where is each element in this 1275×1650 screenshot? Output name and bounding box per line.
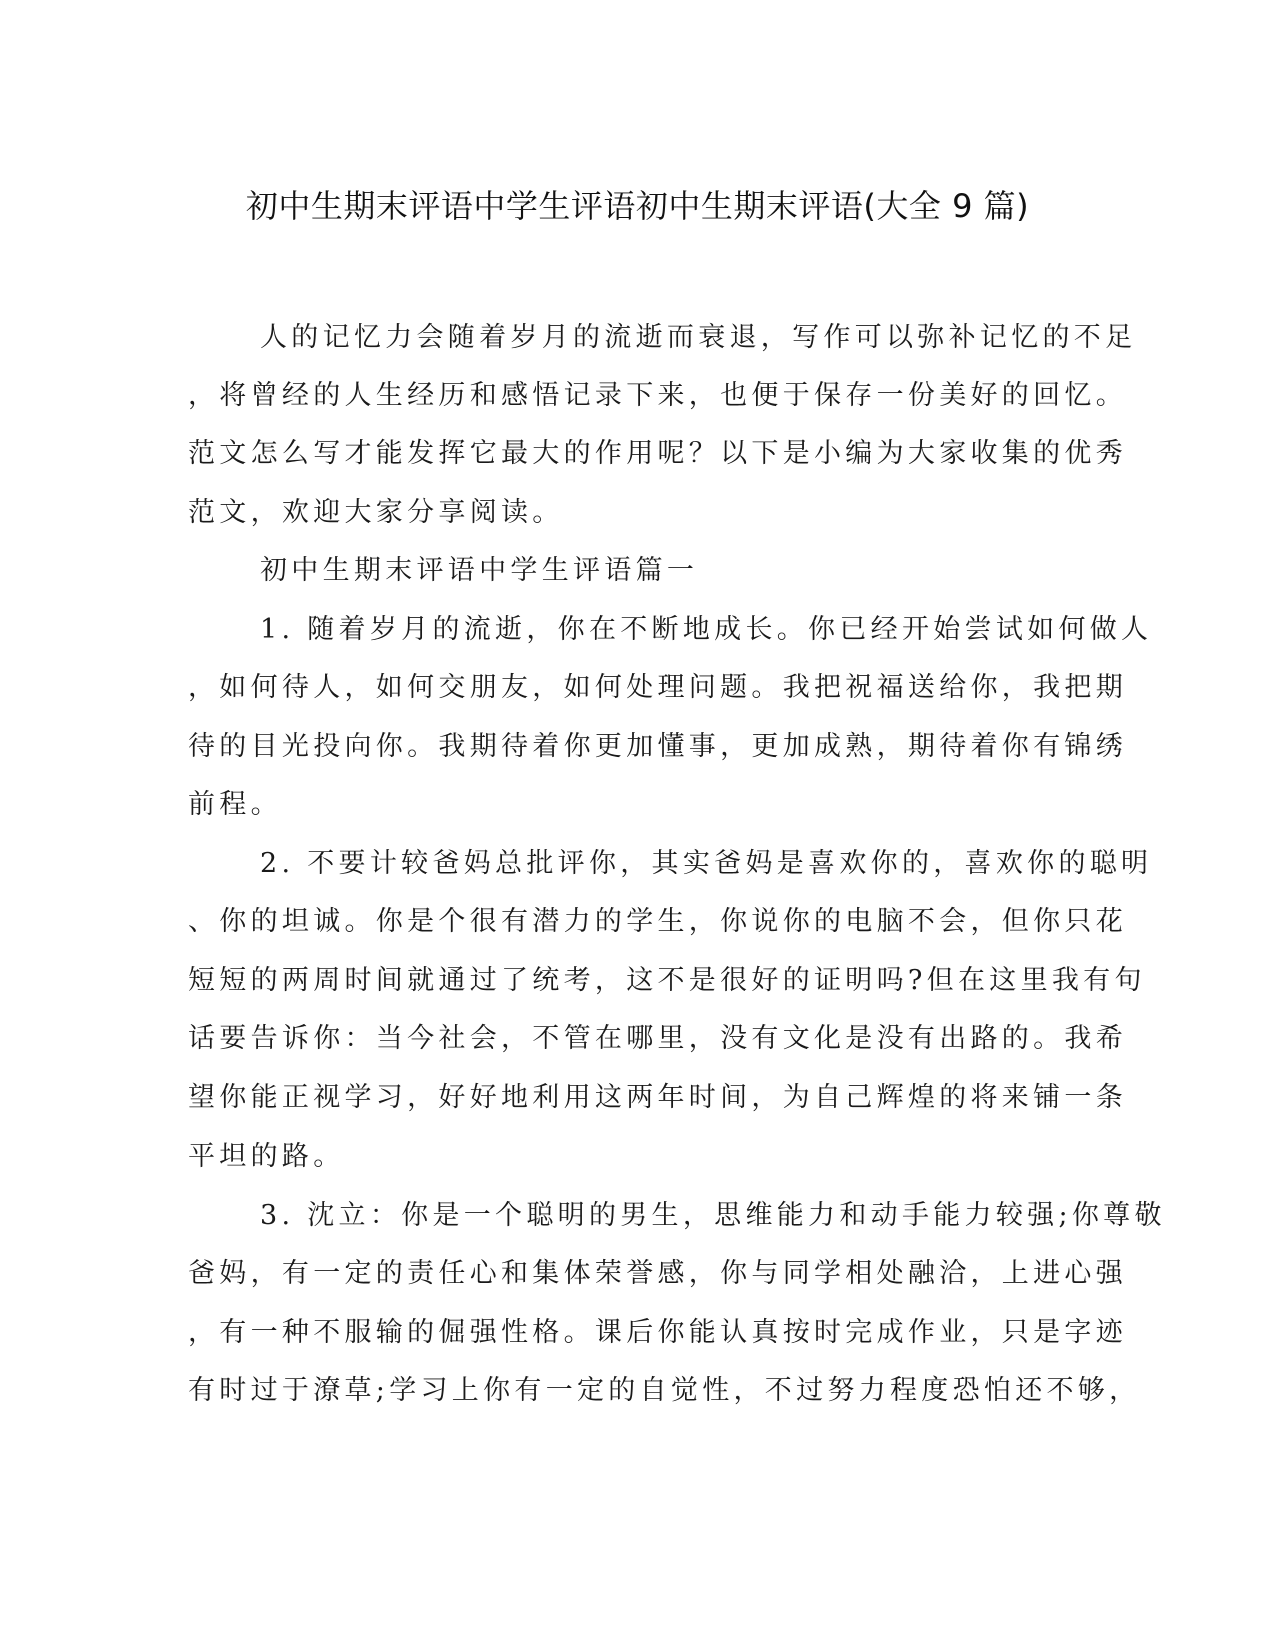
intro-paragraph-line-2: ，将曾经的人生经历和感悟记录下来，也便于保存一份美好的回忆。 — [188, 380, 1127, 411]
intro-paragraph-line-1: 人的记忆力会随着岁月的流逝而衰退，写作可以弥补记忆的不足 — [260, 322, 1137, 353]
comment-1-line-2: ，如何待人，如何交朋友，如何处理问题。我把祝福送给你，我把期 — [188, 672, 1127, 703]
comment-3-line-1: 3. 沈立：你是一个聪明的男生，思维能力和动手能力较强;你尊敬 — [260, 1200, 1166, 1231]
comment-1-line-1: 1. 随着岁月的流逝，你在不断地成长。你已经开始尝试如何做人 — [260, 614, 1153, 645]
comment-2-line-6: 平坦的路。 — [188, 1141, 345, 1172]
comment-3-line-4: 有时过于潦草;学习上你有一定的自觉性，不过努力程度恐怕还不够， — [188, 1375, 1141, 1406]
comment-1-line-3: 待的目光投向你。我期待着你更加懂事，更加成熟，期待着你有锦绣 — [188, 731, 1127, 762]
comment-2-line-5: 望你能正视学习，好好地利用这两年时间，为自己辉煌的将来铺一条 — [188, 1082, 1127, 1113]
intro-paragraph-line-3: 范文怎么写才能发挥它最大的作用呢？以下是小编为大家收集的优秀 — [188, 438, 1127, 469]
comment-3-line-3: ，有一种不服输的倔强性格。课后你能认真按时完成作业，只是字迹 — [188, 1317, 1127, 1348]
comment-1-line-4: 前程。 — [188, 789, 282, 820]
section-heading: 初中生期末评语中学生评语篇一 — [260, 555, 699, 586]
comment-2-line-4: 话要告诉你：当今社会，不管在哪里，没有文化是没有出路的。我希 — [188, 1023, 1127, 1054]
intro-paragraph-line-4: 范文，欢迎大家分享阅读。 — [188, 497, 564, 528]
comment-2-line-3: 短短的两周时间就通过了统考，这不是很好的证明吗?但在这里我有句 — [188, 965, 1146, 996]
document-title: 初中生期末评语中学生评语初中生期末评语(大全 9 篇) — [245, 187, 1030, 225]
comment-2-line-1: 2. 不要计较爸妈总批评你，其实爸妈是喜欢你的，喜欢你的聪明 — [260, 848, 1153, 879]
comment-2-line-2: 、你的坦诚。你是个很有潜力的学生，你说你的电脑不会，但你只花 — [188, 906, 1127, 937]
comment-3-line-2: 爸妈，有一定的责任心和集体荣誉感，你与同学相处融洽，上进心强 — [188, 1258, 1127, 1289]
